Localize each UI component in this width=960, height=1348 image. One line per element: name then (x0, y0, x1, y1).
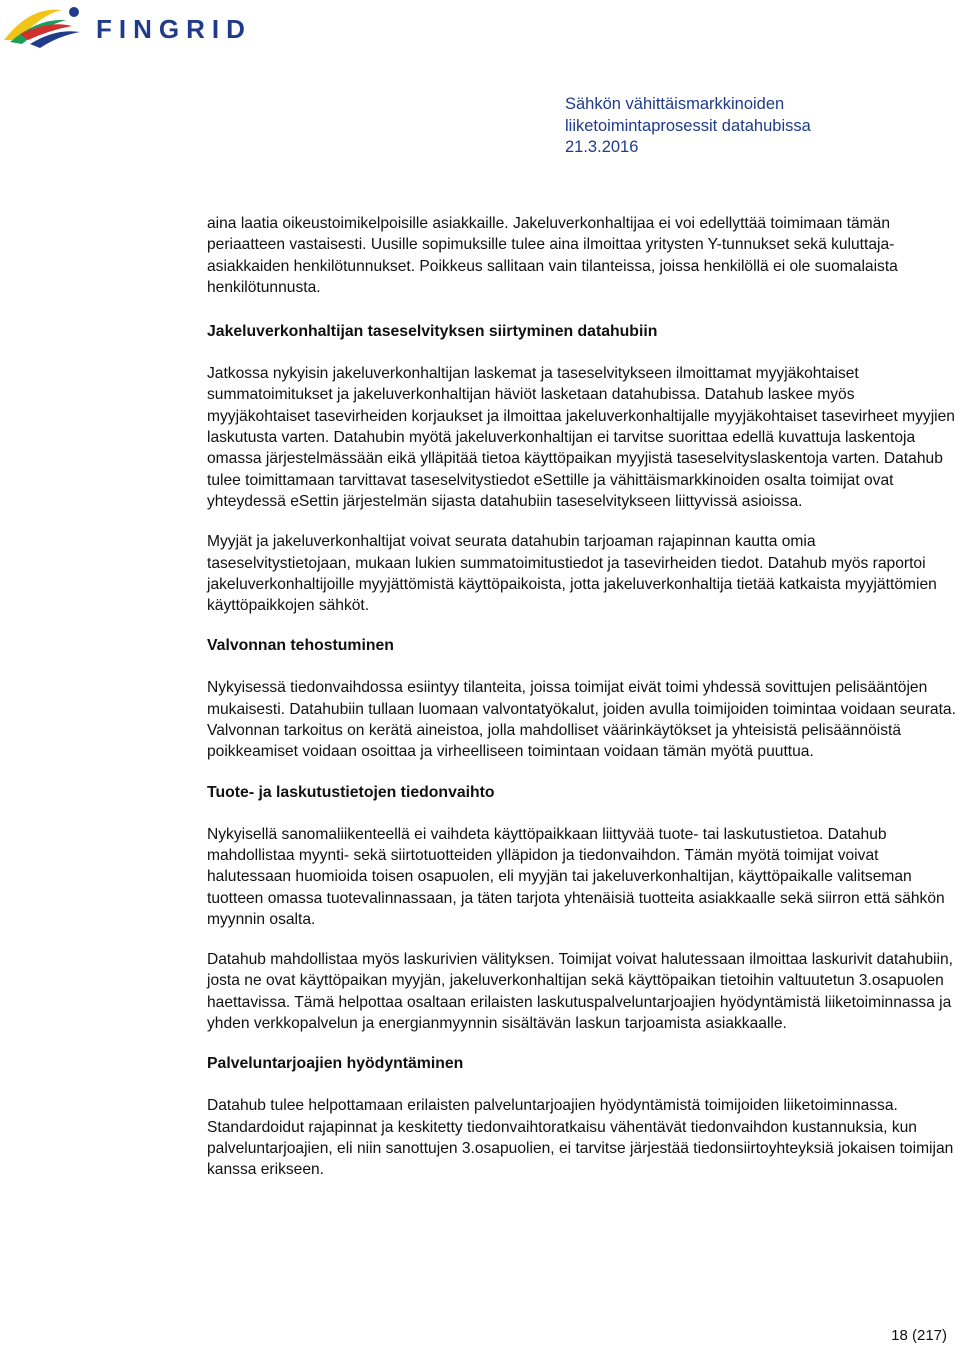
products-paragraph-2: Datahub mahdollistaa myös laskurivien välityksen. Toimijat voivat halutessaan ilmoittaa laskurivit datahubiin, josta ne ovat käyttöpaikan myyjän, jakeluverkonhaltijan sekä käyttöpaikan tietoihin valtuutetun 3.osapuolen haettavissa. Tämä helpottaa osaltaan erilaisten laskutuspalveluntarjoajien hyödyntämistä liiketoiminnassa ja yhden verkkopalvelun ja energianmyynnin sisältävän laskun tarjoamista asiakkaalle. (207, 951, 953, 1033)
supervision-paragraph: Nykyisessä tiedonvaihdossa esiintyy tilanteita, joissa toimijat eivät toimi yhdessä sovittujen pelisääntöjen mukaisesti. Datahubiin tullaan luomaan valvontatyökalut, joiden avulla toimijoiden toimintaa voidaan seurata. Valvonnan tarkoitus on kerätä aineistoa, jolla mahdolliset väärinkäytökset ja yhteisistä pelisäännöistä poikkeamiset voidaan osoittaa ja virheelliseen toimintaan voidaan tämän myötä puuttua. (207, 679, 956, 761)
document-body (207, 213, 957, 1200)
logo-text: FINGRID (96, 14, 252, 44)
logo-dot (69, 7, 79, 17)
heading-products-billing: Tuote- ja laskutustietojen tiedonvaihto (207, 783, 495, 801)
doc-date: 21.3.2016 (565, 138, 639, 156)
intro-paragraph: aina laatia oikeustoimikelpoisille asiakkaille. Jakeluverkonhaltijaa ei voi edellyttää toimimaan tämän periaatteen vastaisesti. Uusille sopimuksille tulee aina ilmoittaa yritysten Y-tunnukset sekä kuluttaja-asiakkaiden henkilötunnukset. Poikkeus sallitaan vain tilanteissa, joissa henkilöllä ei ole suomalaista henkilötunnusta. (207, 215, 898, 296)
products-paragraph-1: Nykyisellä sanomaliikenteellä ei vaihdeta käyttöpaikkaan liittyvää tuote- tai laskutustietoa. Datahub mahdollistaa myynti- sekä siirtotuotteiden ylläpidon ja tiedonvaihdon. Tämän myötä toimijat voivat halutessaan huomioida toisen osapuolen, eli myyjän tai jakeluverkonhaltijan, käyttöpaikalle valitseman tuotteen omassa tuotevalinnassaan, ja täten tarjota yhtenäisiä tuotteita asiakkaalle sekä siirron että sähkön myynnin osalta. (207, 825, 945, 928)
fingrid-logo (0, 0, 260, 48)
document-header (565, 94, 811, 159)
heading-service-providers: Palveluntarjoajien hyödyntäminen (207, 1055, 464, 1073)
fingrid-logo-graphic (0, 0, 260, 48)
balance-paragraph-2: Myyjät ja jakeluverkonhaltijat voivat seurata datahubin tarjoaman rajapinnan kautta omia taseselvitystietojaan, mukaan lukien summatoimitustiedot ja tasevirheiden tiedot. Datahub myös raportoi jakeluverkonhaltijoille myyjättömistä käyttöpaikoista, jotta jakeluverkonhaltija tietää katkaista myyjättömien käyttöpaikkojen sähköt. (207, 533, 937, 615)
providers-paragraph: Datahub tulee helpottamaan erilaisten palveluntarjoajien hyödyntämistä toimijoiden liiketoiminnassa. Standardoidut rajapinnat ja keskitetty tiedonvaihtoratkaisu vähentävät tiedonvaihdon kustannuksia, kun palveluntarjoajien, eli niin sanottujen 3.osapuolien, ei tarvitse järjestää tiedonsiirtoyhteyksiä jokaisen toimijan kanssa erikseen. (207, 1097, 954, 1179)
page-number: 18 (217) (891, 1327, 947, 1344)
doc-title-line1: Sähkön vähittäismarkkinoiden (565, 95, 785, 113)
heading-balance-settlement: Jakeluverkonhaltijan taseselvityksen siirtyminen datahubiin (207, 323, 658, 341)
doc-title-line2: liiketoimintaprosessit datahubissa (565, 116, 811, 135)
balance-paragraph-1: Jatkossa nykyisin jakeluverkonhaltijan laskemat ja taseselvitykseen ilmoittamat myyjäkohtaiset summatoimitukset ja jakeluverkonhaltijan häviöt lasketaan datahubissa. Datahub laskee myös myyjäkohtaiset tasevirheiden korjaukset ja ilmoittaa jakeluverkonhaltijalle myyjäkohtaiset tasevirheet myyjien laskutusta varten. Datahubin myötä jakeluverkonhaltijan ei tarvitse suorittaa edellä kuvattuja laskentoja omassa järjestelmässään eikä ylläpitää tietoa käyttöpaikan myyjistä taseselvityslaskentoja varten. Datahub tulee toimittamaan tarvittavat taseselvitystiedot eSettille ja vähittäismarkkinoiden osalta toimijat ovat yhteydessä eSettin järjestelmän sijasta datahubiin taseselvitykseen liittyvissä asioissa. (207, 365, 955, 510)
heading-supervision: Valvonnan tehostuminen (207, 637, 394, 655)
